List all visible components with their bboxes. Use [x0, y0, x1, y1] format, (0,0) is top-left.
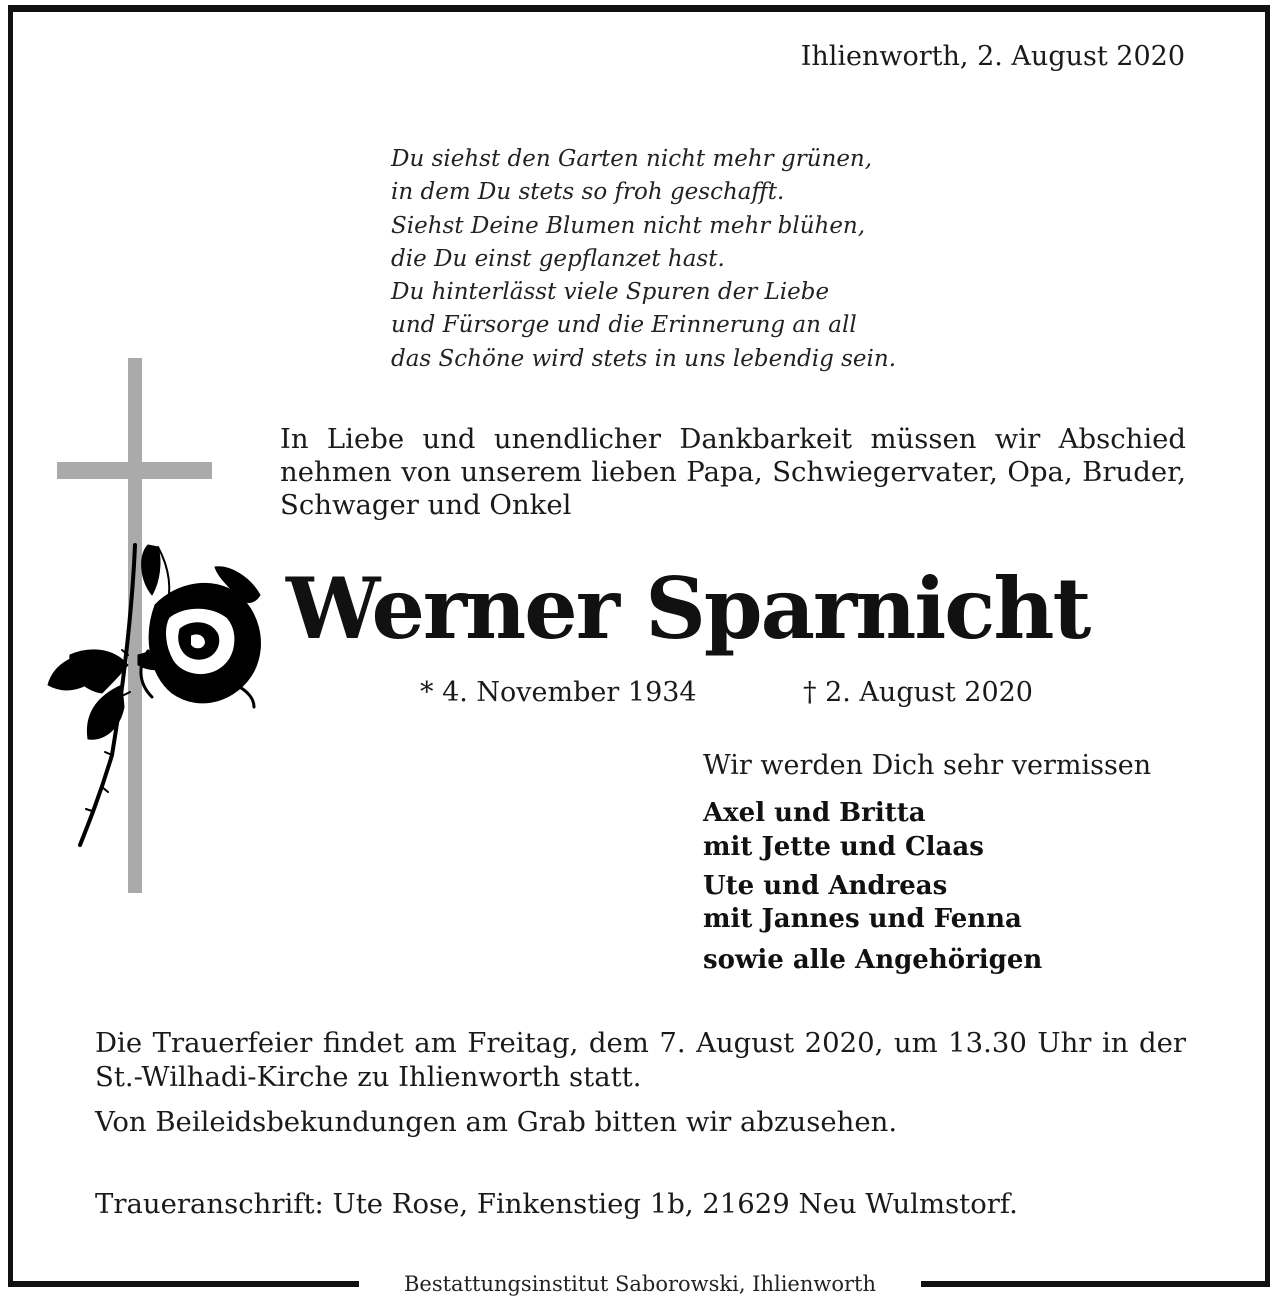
mourner-line: Ute und Andreas	[703, 871, 948, 901]
mourner-line: Axel und Britta	[703, 798, 926, 828]
bottom-rule-right	[921, 1281, 1270, 1287]
poem-line: und Fürsorge und die Erinnerung an all	[391, 312, 857, 339]
bottom-rule-left	[8, 1281, 359, 1287]
poem-line: Du hinterlässt viele Spuren der Liebe	[391, 279, 830, 306]
poem	[391, 143, 896, 376]
deceased-name: Werner Sparnicht	[286, 559, 1090, 658]
funeral-home-footer: Bestattungsinstitut Saborowski, Ihlienworth	[403, 1272, 877, 1296]
mourner-line: mit Jette und Claas	[703, 832, 984, 862]
poem-line: Siehst Deine Blumen nicht mehr blühen,	[391, 212, 866, 239]
mourner-line: mit Jannes und Fenna	[703, 904, 1022, 934]
service-info: Die Trauerfeier findet am Freitag, dem 7. August 2020, um 13.30 Uhr in der St.-Wilhadi-Kirche zu Ihlienworth statt.	[95, 1027, 1186, 1093]
poem-line: das Schöne wird stets in uns lebendig sein.	[391, 345, 897, 372]
condolence-note: Von Beileidsbekundungen am Grab bitten wir abzusehen.	[95, 1106, 898, 1138]
death-date: † 2. August 2020	[803, 677, 1033, 708]
poem-line: die Du einst gepflanzet hast.	[391, 245, 725, 272]
poem-line: in dem Du stets so froh geschafft.	[391, 179, 785, 206]
cross-rose-graphic	[40, 355, 275, 900]
mourners-intro: Wir werden Dich sehr vermissen	[703, 750, 1152, 781]
mourner-line: sowie alle Angehörigen	[703, 945, 1043, 975]
poem-line: Du siehst den Garten nicht mehr grünen,	[391, 146, 873, 172]
place-date: Ihlienworth, 2. August 2020	[800, 41, 1185, 72]
mourning-address: Traueranschrift: Ute Rose, Finkenstieg 1b, 21629 Neu Wulmstorf.	[95, 1188, 1018, 1220]
intro-text: In Liebe und unendlicher Dankbarkeit müssen wir Abschied nehmen von unserem lieben Papa, Schwiegervater, Opa, Bruder, Schwager und Onkel	[280, 423, 1186, 521]
rose-icon	[48, 545, 260, 845]
birth-date: * 4. November 1934	[420, 677, 697, 708]
